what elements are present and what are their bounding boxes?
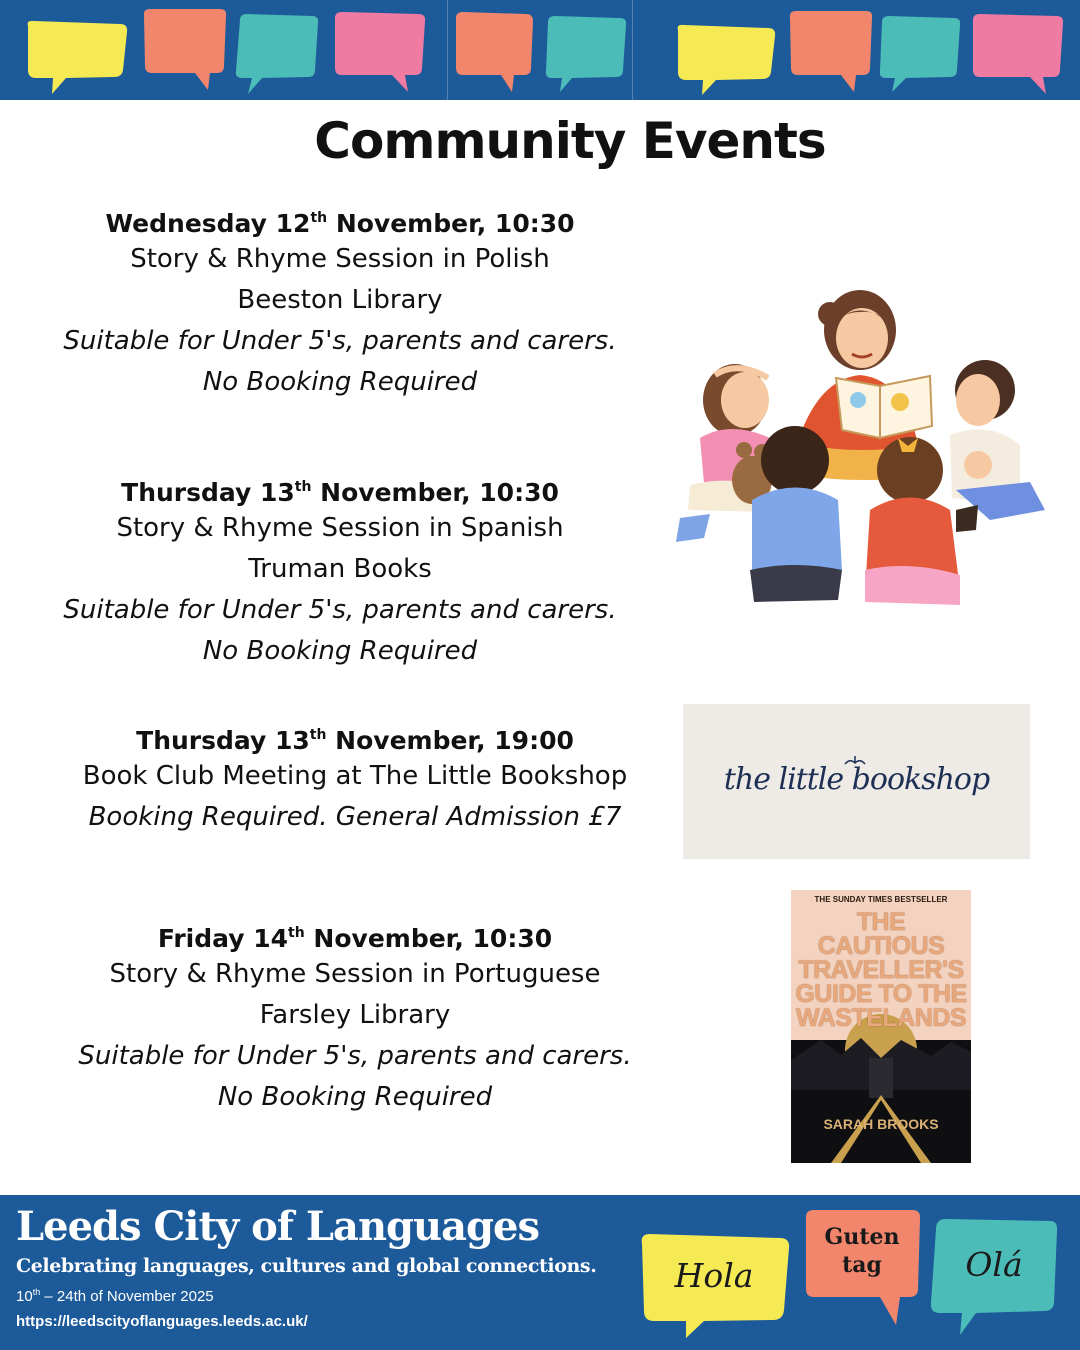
speech-bubble-icon (786, 8, 876, 93)
event-ordinal: th (309, 727, 327, 743)
event-day: Friday 14 (157, 924, 289, 953)
speech-bubble-icon (330, 10, 430, 95)
greeting-hola: Hola (674, 1256, 754, 1295)
event-booking: No Booking Required (217, 1082, 493, 1112)
greeting-bubble-guten-tag (800, 1207, 924, 1327)
greeting-bubble-hola (634, 1230, 794, 1340)
event-date (0, 198, 680, 239)
book-cover (791, 890, 971, 1163)
event-title: Story & Rhyme Session in Polish (130, 244, 550, 274)
top-banner (0, 0, 1080, 100)
footer-dates-ordinal: th (32, 1287, 41, 1297)
footer-tagline: Celebrating languages, cultures and global connections. (16, 1255, 597, 1277)
speech-bubble-icon (22, 18, 132, 98)
event-month-time: November, 10:30 (327, 209, 575, 238)
event-ordinal: th (294, 479, 312, 495)
event-booking: No Booking Required (202, 367, 478, 397)
speech-bubble-icon (140, 6, 230, 91)
greeting-guten-tag: Guten tag (824, 1224, 900, 1278)
footer-banner (0, 1195, 1080, 1350)
event-date (30, 913, 680, 954)
event-venue: Beeston Library (237, 285, 443, 315)
bookshop-logo (683, 704, 1030, 859)
greeting-bubble-ola (926, 1215, 1062, 1337)
speech-bubble-icon (874, 14, 964, 94)
footer-dates-start: 10 (16, 1288, 33, 1305)
banner-seam (447, 0, 448, 100)
event-audience: Suitable for Under 5's, parents and carers. (63, 595, 617, 625)
speech-bubble-icon (540, 14, 630, 94)
event-title: Story & Rhyme Session in Spanish (116, 513, 564, 543)
book-cover-author: SARAH BROOKS (823, 1116, 939, 1132)
footer-dates (16, 1287, 214, 1305)
page-title: Community Events (314, 112, 826, 170)
event-ordinal: th (288, 925, 305, 941)
storytime-illustration (660, 270, 1060, 620)
event-day: Thursday 13 (121, 478, 295, 507)
speech-bubble-icon (968, 12, 1068, 97)
banner-seam (632, 0, 633, 100)
event-venue: Truman Books (248, 554, 432, 584)
event-item (10, 715, 700, 838)
book-cover-title: THE CAUTIOUS TRAVELLER'S GUIDE TO THE WASTELANDS (795, 908, 967, 1032)
event-ordinal: th (310, 210, 328, 226)
event-title: Book Club Meeting at The Little Bookshop (82, 761, 628, 791)
speech-bubble-icon (672, 22, 780, 98)
event-date (0, 467, 680, 508)
bookshop-logo-text: the little bookshop (723, 762, 990, 797)
speech-bubble-icon (452, 10, 537, 95)
book-cover-strapline: THE SUNDAY TIMES BESTSELLER (814, 895, 948, 904)
event-audience: Suitable for Under 5's, parents and carers. (63, 326, 617, 356)
event-booking: No Booking Required (202, 636, 478, 666)
event-audience: Suitable for Under 5's, parents and carers. (78, 1041, 632, 1071)
event-venue: Farsley Library (259, 1000, 451, 1030)
event-booking: Booking Required. General Admission £7 (88, 802, 622, 832)
event-month-time: November, 10:30 (304, 924, 553, 953)
speech-bubble-icon (232, 12, 322, 97)
event-day: Thursday 13 (136, 726, 310, 755)
footer-url[interactable]: https://leedscityoflanguages.leeds.ac.uk/ (16, 1313, 308, 1330)
greeting-ola: Olá (965, 1245, 1023, 1284)
event-item (0, 467, 680, 672)
event-day: Wednesday 12 (105, 209, 311, 238)
event-title: Story & Rhyme Session in Portuguese (109, 959, 601, 989)
event-month-time: November, 19:00 (326, 726, 574, 755)
footer-brand: Leeds City of Languages (16, 1203, 539, 1250)
event-item (30, 913, 680, 1118)
footer-dates-rest: – 24th of November 2025 (40, 1288, 214, 1305)
event-date (10, 715, 700, 756)
event-month-time: November, 10:30 (311, 478, 559, 507)
event-item (0, 198, 680, 403)
